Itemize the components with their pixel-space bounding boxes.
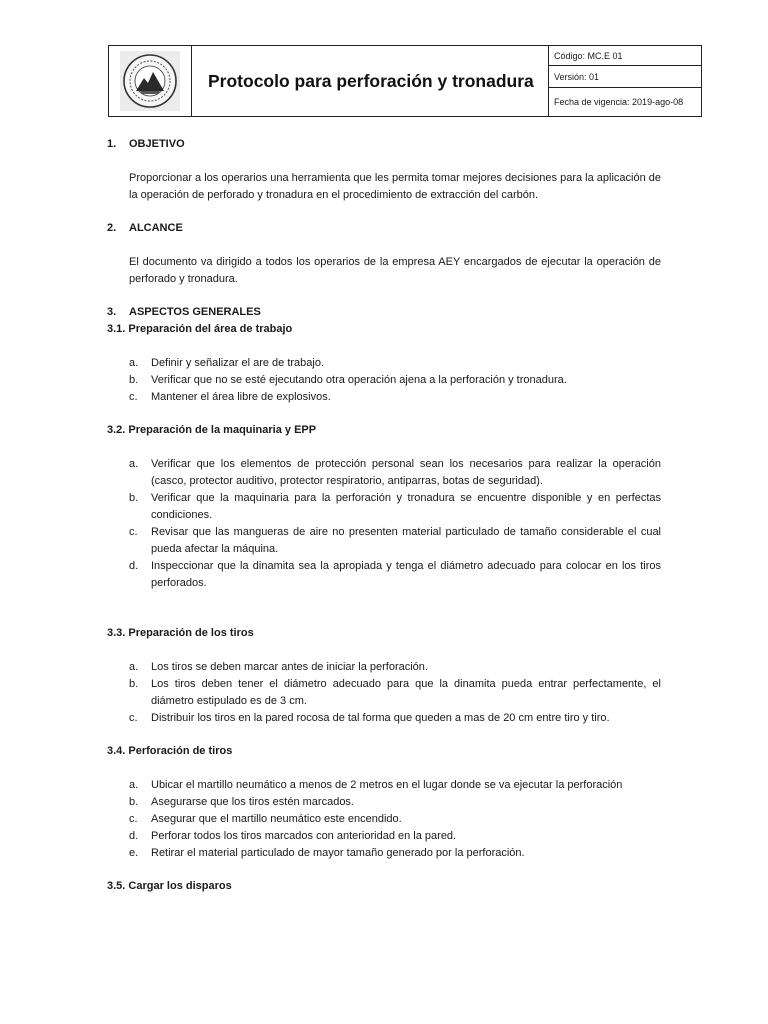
- objetivo-paragraph: Proporcionar a los operarios una herramienta que les permita tomar mejores decisiones para la aplicación de la operación de perforado y tronadura en el procedimiento de extracción del carbón.: [129, 172, 661, 201]
- section-heading-objetivo: [107, 136, 661, 153]
- list-item: c. Mantener el área libre de explosivos.: [129, 391, 331, 403]
- section-heading-aspectos: [107, 304, 661, 321]
- section-title: ASPECTOS GENERALES: [129, 306, 261, 318]
- list-item: b. Asegurarse que los tiros estén marcados.: [129, 796, 354, 808]
- section-number: 3.: [107, 306, 117, 318]
- list-3-1: [107, 355, 661, 406]
- list-item: a. Verificar que los elementos de protección personal sean los necesarios para realizar la operación (casco, protector auditivo, protector respiratorio, antiparras, botas de seguridad).: [129, 458, 661, 487]
- section-heading-alcance: [107, 220, 661, 237]
- logo-cell: [109, 46, 192, 116]
- document-meta: [549, 46, 701, 116]
- document-code: Código: MC.E 01: [549, 46, 701, 66]
- list-3-2: [107, 456, 661, 592]
- section-title: ALCANCE: [129, 222, 183, 234]
- company-seal-icon: [120, 51, 180, 111]
- list-item: b. Los tiros deben tener el diámetro adecuado para que la dinamita pueda entrar perfectamente, el diámetro estipulado es de 3 cm.: [129, 678, 661, 707]
- subsection-heading-3-5: 3.5. Cargar los disparos: [107, 880, 232, 892]
- list-item: a. Definir y señalizar el are de trabajo.: [129, 357, 325, 369]
- list-3-3: [107, 659, 661, 727]
- list-item: b. Verificar que no se esté ejecutando otra operación ajena a la perforación y tronadura.: [129, 374, 567, 386]
- list-item: a. Ubicar el martillo neumático a menos de 2 metros en el lugar donde se va ejecutar la perforación: [129, 779, 623, 791]
- document-effective-date: Fecha de vigencia: 2019-ago-08: [554, 97, 684, 107]
- section-title: OBJETIVO: [129, 138, 185, 150]
- document-header: [108, 45, 702, 117]
- subsection-heading-3-2: 3.2. Preparación de la maquinaria y EPP: [107, 424, 317, 436]
- list-item: c. Distribuir los tiros en la pared rocosa de tal forma que queden a mas de 20 cm entre tiro y tiro.: [129, 712, 610, 724]
- list-item: d. Perforar todos los tiros marcados con anterioridad en la pared.: [129, 830, 457, 842]
- subsection-heading-3-1: 3.1. Preparación del área de trabajo: [107, 323, 293, 335]
- subsection-heading-3-3: 3.3. Preparación de los tiros: [107, 627, 254, 639]
- subsection-heading-3-4: 3.4. Perforación de tiros: [107, 745, 233, 757]
- document-title: Protocolo para perforación y tronadura: [192, 46, 549, 116]
- document-version: Versión: 01: [549, 66, 701, 88]
- list-item: c. Revisar que las mangueras de aire no presenten material particulado de tamaño considerable el cual pueda afectar la máquina.: [129, 526, 661, 555]
- list-item: c. Asegurar que el martillo neumático este encendido.: [129, 813, 402, 825]
- list-3-4: [107, 777, 661, 862]
- list-item: a. Los tiros se deben marcar antes de iniciar la perforación.: [129, 661, 428, 673]
- section-number: 1.: [107, 138, 117, 150]
- document-body: [107, 136, 661, 895]
- alcance-paragraph: El documento va dirigido a todos los operarios de la empresa AEY encargados de ejecutar la operación de perforado y tronadura.: [129, 256, 661, 285]
- list-item: b. Verificar que la maquinaria para la perforación y tronadura se encuentre disponible y en perfectas condiciones.: [129, 492, 661, 521]
- section-number: 2.: [107, 222, 117, 234]
- list-item: e. Retirar el material particulado de mayor tamaño generado por la perforación.: [129, 847, 525, 859]
- list-item: d. Inspeccionar que la dinamita sea la apropiada y tenga el diámetro adecuado para colocar en los tiros perforados.: [129, 560, 661, 589]
